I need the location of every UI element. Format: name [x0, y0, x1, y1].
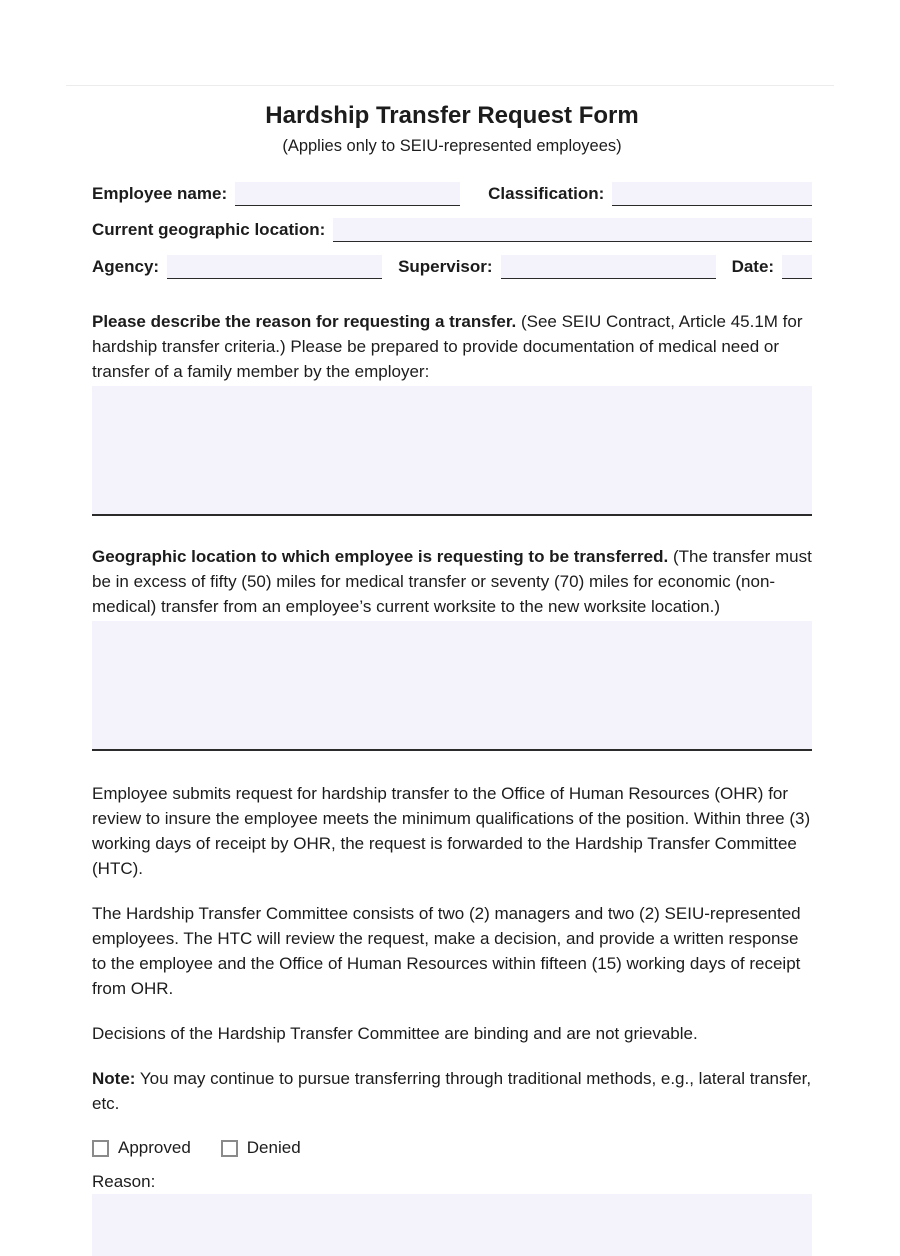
- approved-checkbox[interactable]: [92, 1140, 109, 1157]
- page-top-divider: [66, 85, 834, 86]
- row-current-location: [92, 218, 812, 242]
- process-paragraph-binding: Decisions of the Hardship Transfer Committee are binding and are not grievable.: [92, 1024, 698, 1043]
- current-location-label: Current geographic location:: [92, 220, 326, 239]
- note-paragraph: [92, 1066, 812, 1116]
- geographic-location-textarea[interactable]: [92, 621, 812, 751]
- reason-section-prompt-rest: (See SEIU Contract, Article 45.1M for hardship transfer criteria.) Please be prepared to provide documentation of medical need or transfer of a family member by the employer:: [92, 312, 803, 381]
- decision-reason-textarea[interactable]: [92, 1194, 812, 1256]
- agency-label: Agency:: [92, 257, 160, 276]
- employee-name-label: Employee name:: [92, 184, 228, 203]
- decision-reason-label: Reason:: [92, 1172, 156, 1191]
- date-input[interactable]: [782, 255, 812, 279]
- agency-input[interactable]: [167, 255, 382, 279]
- process-paragraph-htc: The Hardship Transfer Committee consists of two (2) managers and two (2) SEIU-represented employees. The HTC will review the request, make a decision, and provide a written response to the employee and the Office of Human Resources within fifteen (15) working days of receipt from OHR.: [92, 904, 801, 998]
- reason-section-prompt: [92, 309, 812, 384]
- page-subtitle: (Applies only to SEIU-represented employees): [282, 137, 622, 155]
- denied-checkbox[interactable]: [221, 1140, 238, 1157]
- form-page: [92, 102, 812, 1256]
- approved-label: Approved: [118, 1138, 191, 1157]
- supervisor-label: Supervisor:: [398, 257, 493, 276]
- row-employee-classification: [92, 182, 812, 206]
- date-label: Date:: [731, 257, 775, 276]
- current-location-input[interactable]: [333, 218, 812, 242]
- classification-input[interactable]: [612, 182, 812, 206]
- decision-row: [92, 1138, 812, 1158]
- approved-option[interactable]: [92, 1138, 191, 1158]
- page-title: Hardship Transfer Request Form: [265, 102, 639, 129]
- denied-label: Denied: [246, 1138, 301, 1157]
- supervisor-input[interactable]: [501, 255, 716, 279]
- note-rest: You may continue to pursue transferring through traditional methods, e.g., lateral transfer, etc.: [92, 1069, 812, 1113]
- denied-option[interactable]: [221, 1138, 301, 1158]
- note-lead: Note:: [92, 1069, 136, 1088]
- classification-label: Classification:: [488, 184, 605, 203]
- geographic-section-prompt-lead: Geographic location to which employee is requesting to be transferred.: [92, 547, 669, 566]
- process-paragraph-ohr: Employee submits request for hardship transfer to the Office of Human Resources (OHR) for review to insure the employee meets the minimum qualifications of the position. Within three (3) working days of receipt by OHR, the request is forwarded to the Hardship Transfer Committee (HTC).: [92, 784, 811, 878]
- employee-name-input[interactable]: [235, 182, 460, 206]
- geographic-section-prompt: [92, 544, 812, 619]
- reason-for-transfer-textarea[interactable]: [92, 386, 812, 516]
- row-agency-supervisor-date: [92, 255, 812, 279]
- geographic-section-prompt-rest: (The transfer must be in excess of fifty (50) miles for medical transfer or seventy (70) miles for economic (non-medical) transfer from an employee’s current worksite to the new worksite location.): [92, 547, 812, 616]
- reason-section-prompt-lead: Please describe the reason for requesting a transfer.: [92, 312, 517, 331]
